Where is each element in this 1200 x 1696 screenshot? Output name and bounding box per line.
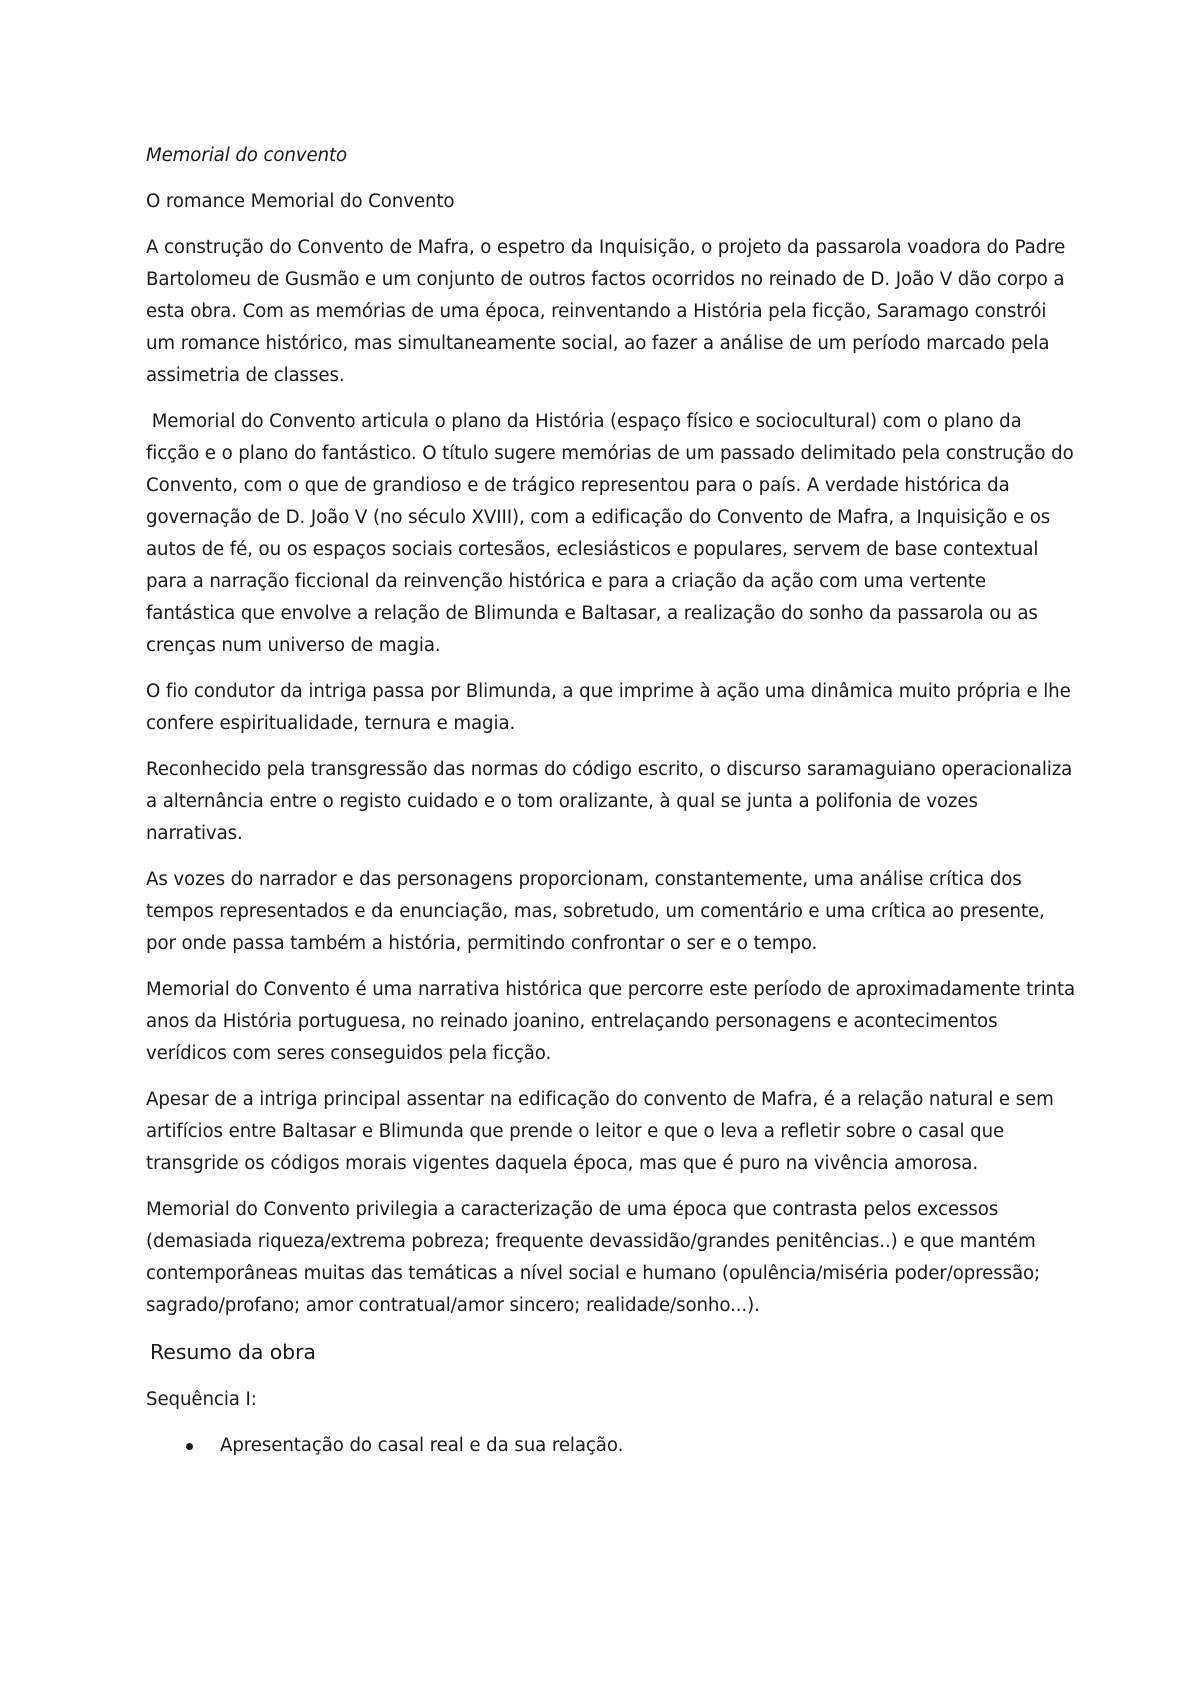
paragraph-4: Reconhecido pela transgressão das normas do código escrito, o discurso saramaguiano operacionaliza a alternância entre o registo cuidado e o tom oralizante, à qual se junta a polifonia de vozes narrativas. <box>146 759 1073 844</box>
paragraph-5: As vozes do narrador e das personagens proporcionam, constantemente, uma análise crítica dos tempos representados e da enunciação, mas, sobretudo, um comentário e uma crítica ao presente, por onde passa também a história, permitindo confrontar o ser e o tempo. <box>146 869 1045 954</box>
section-heading: Resumo da obra <box>150 1340 316 1364</box>
sequence-label: Sequência I: <box>146 1389 257 1410</box>
paragraph-2: Memorial do Convento articula o plano da História (espaço físico e sociocultural) com o plano da ficção e o plano do fantástico. O título sugere memórias de um passado delimitado pela construção do Convento, com o que de grandioso e de trágico representou para o país. A verdade histórica da governação de D. João V (no século XVIII), com a edificação do Convento de Mafra, a Inquisição e os autos de fé, ou os espaços sociais cortesãos, eclesiásticos e populares, servem de base contextual para a narração ficcional da reinvenção histórica e para a criação da ação com uma vertente fantástica que envolve a relação de Blimunda e Baltasar, a realização do sonho da passarola ou as crenças num universo de magia. <box>146 411 1080 656</box>
document-subtitle: O romance Memorial do Convento <box>146 191 455 212</box>
document-page <box>146 140 1080 1462</box>
bullet-icon <box>186 1443 193 1450</box>
bullet-item <box>146 1430 1076 1462</box>
bullet-list <box>146 1430 1076 1462</box>
document-title: Memorial do convento <box>146 145 348 166</box>
paragraph-3: O fio condutor da intriga passa por Blimunda, a que imprime à ação uma dinâmica muito própria e lhe confere espiritualidade, ternura e magia. <box>146 681 1071 734</box>
bullet-item-text: Apresentação do casal real e da sua relação. <box>220 1435 624 1456</box>
paragraph-8: Memorial do Convento privilegia a caracterização de uma época que contrasta pelos excessos (demasiada riqueza/extrema pobreza; frequente devassidão/grandes penitências..) e que mantém contemporâneas muitas das temáticas a nível social e humano (opulência/miséria poder/opressão; sagrado/profano; amor contratual/amor sincero; realidade/sonho...). <box>146 1199 1041 1316</box>
paragraph-7: Apesar de a intriga principal assentar na edificação do convento de Mafra, é a relação natural e sem artifícios entre Baltasar e Blimunda que prende o leitor e que o leva a refletir sobre o casal que transgride os códigos morais vigentes daquela época, mas que é puro na vivência amorosa. <box>146 1089 1054 1174</box>
paragraph-1: A construção do Convento de Mafra, o espetro da Inquisição, o projeto da passarola voadora do Padre Bartolomeu de Gusmão e um conjunto de outros factos ocorridos no reinado de D. João V dão corpo a esta obra. Com as memórias de uma época, reinventando a História pela ficção, Saramago constrói um romance histórico, mas simultaneamente social, ao fazer a análise de um período marcado pela assimetria de classes. <box>146 237 1066 386</box>
paragraph-6: Memorial do Convento é uma narrativa histórica que percorre este período de aproximadamente trinta anos da História portuguesa, no reinado joanino, entrelaçando personagens e acontecimentos verídicos com seres conseguidos pela ficção. <box>146 979 1076 1064</box>
